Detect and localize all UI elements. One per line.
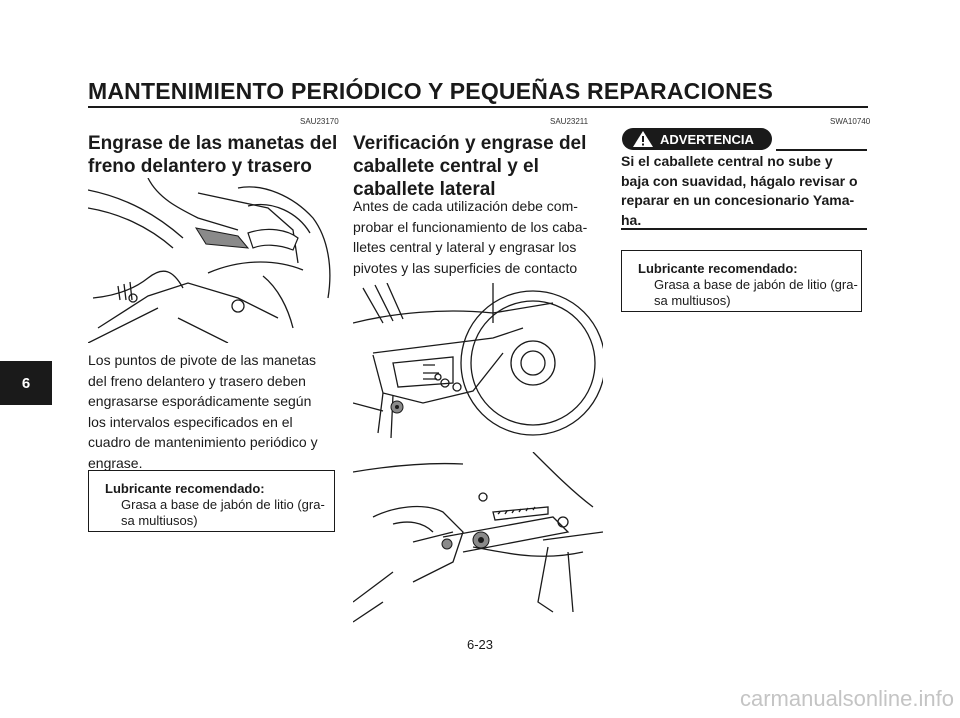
warning-triangle-icon <box>632 130 654 148</box>
lubricant-line: Grasa a base de jabón de litio (gra- <box>121 497 325 512</box>
body-line: metal-metal según sea necesario. <box>353 280 564 296</box>
section-body <box>88 350 335 473</box>
warning-text <box>621 152 867 230</box>
body-line: probar el funcionamiento de los caba- <box>353 218 588 235</box>
lubricant-line: sa multiusos) <box>121 513 198 528</box>
section-code: SAU23211 <box>550 117 589 126</box>
body-line: los intervalos especificados en el <box>88 413 293 430</box>
title-line: caballete central y el <box>353 156 539 177</box>
center-stand-illustration <box>353 283 603 448</box>
lubricant-title: Lubricante recomendado: <box>105 481 265 496</box>
section-title <box>353 132 603 201</box>
warning-line: ha. <box>621 211 642 228</box>
lubricant-line: sa multiusos) <box>654 293 731 308</box>
header-rule <box>88 106 868 108</box>
title-line: freno delantero y trasero <box>88 156 312 177</box>
warning-line: baja con suavidad, hágalo revisar o <box>621 172 858 189</box>
body-line: lletes central y lateral y engrasar los <box>353 239 577 255</box>
lubricant-box <box>621 250 862 312</box>
warning-line: Si el caballete central no sube y <box>621 153 833 169</box>
lubricant-title: Lubricante recomendado: <box>638 261 798 276</box>
lubricant-box <box>88 470 335 532</box>
body-line: Los puntos de pivote de las manetas <box>88 352 317 368</box>
body-line: pivotes y las superficies de contacto <box>353 259 578 276</box>
section-code: SAU23170 <box>300 117 339 126</box>
body-line: Antes de cada utilización debe com- <box>353 198 578 214</box>
page-number: 6-23 <box>466 637 494 652</box>
body-line: engrasarse esporádicamente según <box>88 393 312 409</box>
watermark: carmanualsonline.info <box>739 686 954 711</box>
section-title <box>88 132 348 178</box>
brake-lever-illustration <box>88 178 336 343</box>
body-line: engrase. <box>88 454 143 471</box>
title-line: caballete lateral <box>353 179 496 200</box>
page-header-title: MANTENIMIENTO PERIÓDICO Y PEQUEÑAS REPARACIONES <box>88 78 774 104</box>
side-stand-illustration <box>353 452 603 632</box>
warning-top-rule <box>776 149 867 151</box>
warning-label-pill <box>622 128 772 150</box>
warning-line: reparar en un concesionario Yama- <box>621 192 855 208</box>
body-line: cuadro de mantenimiento periódico y <box>88 434 318 450</box>
body-line: del freno delantero y trasero deben <box>88 372 306 389</box>
lubricant-line: Grasa a base de jabón de litio (gra- <box>654 277 858 292</box>
title-line: Engrase de las manetas del <box>88 133 338 154</box>
warning-label: ADVERTENCIA <box>660 131 754 147</box>
title-line: Verificación y engrase del <box>353 133 587 154</box>
warning-bottom-rule <box>621 228 867 230</box>
chapter-tab: 6 <box>0 361 52 405</box>
warning-code: SWA10740 <box>830 117 871 126</box>
